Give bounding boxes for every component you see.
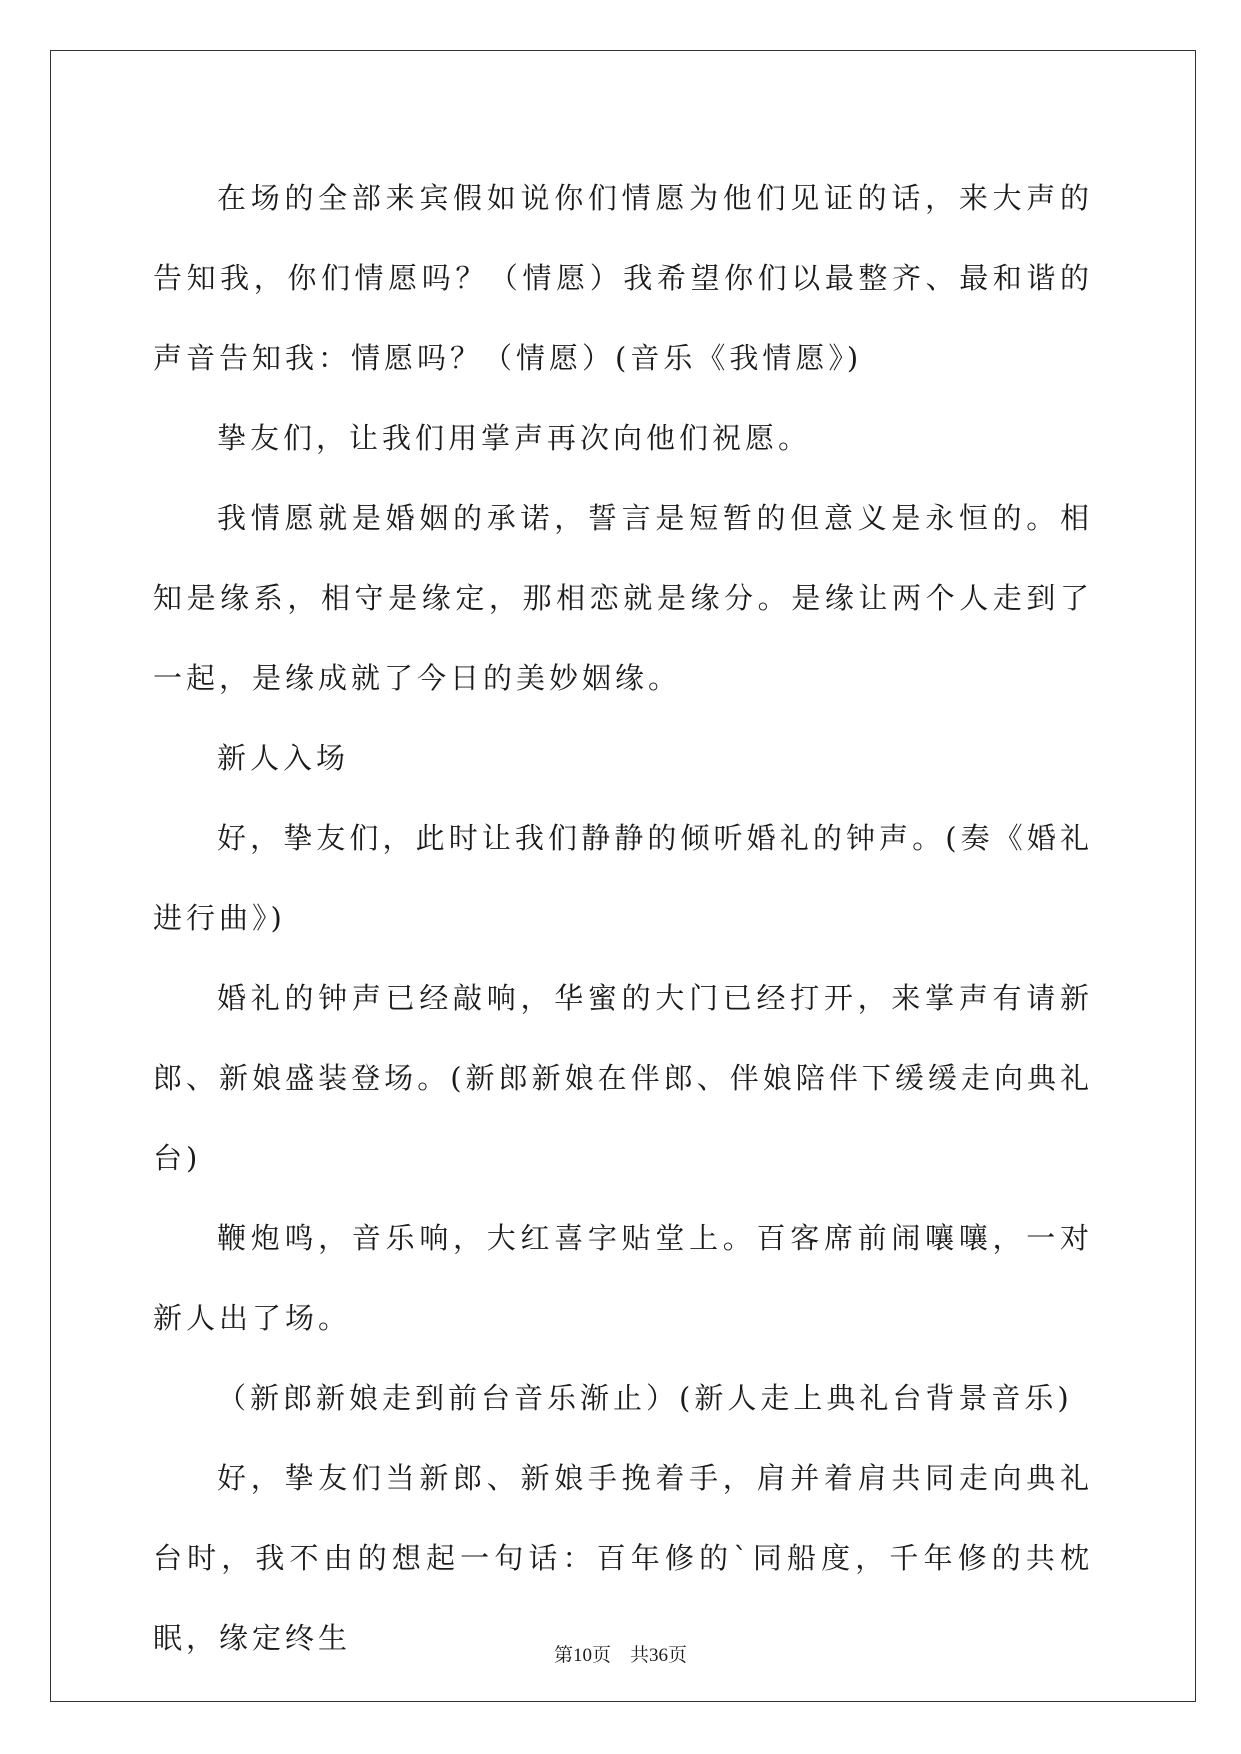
page-number: 第10页 共36页 <box>553 1645 687 1666</box>
paragraph: 挚友们，让我们用掌声再次向他们祝愿。 <box>217 421 812 455</box>
paragraph: 鞭炮鸣，音乐响，大红喜字贴堂上。百客席前闹嚷嚷，一对新人出了场。 <box>153 1221 1093 1335</box>
paragraph: 好，挚友们当新郎、新娘手挽着手，肩并着肩共同走向典礼台时，我不由的想起一句话：百年修的`同船度，千年修的共枕眠，缘定终生 <box>153 1461 1093 1655</box>
paragraph: （新郎新娘走到前台音乐渐止）(新人走上典礼台背景音乐) <box>217 1381 1073 1415</box>
paragraph: 婚礼的钟声已经敲响，华蜜的大门已经打开，来掌声有请新郎、新娘盛装登场。(新郎新娘在伴郎、伴娘陪伴下缓缓走向典礼台) <box>153 981 1093 1175</box>
paragraph: 在场的全部来宾假如说你们情愿为他们见证的话，来大声的告知我，你们情愿吗？（情愿）我希望你们以最整齐、最和谐的声音告知我：情愿吗？（情愿）(音乐《我情愿》) <box>153 181 1093 375</box>
document-body <box>153 158 1093 1678</box>
paragraph: 好，挚友们，此时让我们静静的倾听婚礼的钟声。(奏《婚礼进行曲》) <box>153 821 1093 935</box>
paragraph: 我情愿就是婚姻的承诺，誓言是短暂的但意义是永恒的。相知是缘系，相守是缘定，那相恋就是缘分。是缘让两个人走到了一起，是缘成就了今日的美妙姻缘。 <box>153 501 1093 695</box>
section-heading: 新人入场 <box>217 741 350 775</box>
